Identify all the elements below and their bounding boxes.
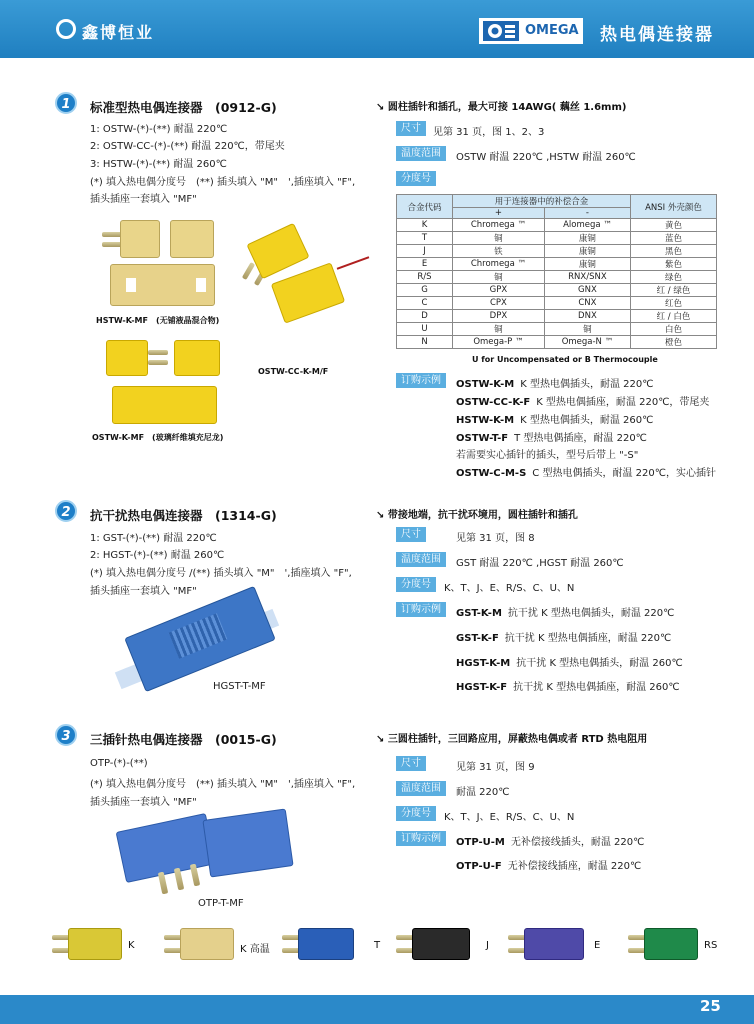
order-note: 若需要实心插针的插头，型号后带上 "-S": [456, 450, 639, 461]
th-alloy: 用于连接器中的补偿合金: [453, 195, 631, 208]
page-title: 热电偶连接器: [600, 25, 714, 45]
s3-line: (*) 填入热电偶分度号 (**) 插头填入 "M" ',插座填入 "F",: [90, 779, 356, 790]
s2-grade-text: K、T、J、E、R/S、C、U、N: [444, 583, 575, 594]
s3-size-text: 见第 31 页，图 9: [456, 762, 535, 773]
s1-line: 2: OSTW-CC-(*)-(**) 耐温 220℃，带尾夹: [90, 141, 285, 152]
page-number: 25: [700, 997, 721, 1015]
s3-right-title: ↘ 三圆柱插针，三回路应用，屏蔽热电偶或者 RTD 热电阻用: [376, 734, 648, 745]
table-cell: 绿色: [631, 271, 717, 284]
s3-line: OTP-(*)-(**): [90, 758, 148, 769]
table-cell: 铜: [544, 323, 630, 336]
table-note: U for Uncompensated or B Thermocouple: [472, 355, 658, 364]
table-cell: 红 / 绿色: [631, 284, 717, 297]
th-plus: +: [453, 208, 545, 219]
table-row: [397, 323, 717, 336]
table-cell: E: [397, 258, 453, 271]
arrow-down-right-icon: ↘: [376, 734, 388, 745]
section-3-number: 3: [55, 724, 77, 746]
s2-right-title: ↘ 带接地端，抗干扰环境用，圆柱插针和插孔: [376, 510, 578, 521]
company-logo-icon: [56, 19, 76, 39]
table-cell: 铜: [453, 232, 545, 245]
caption-hgst: HGST-T-MF: [213, 681, 266, 692]
s2-line: 2: HGST-(*)-(**) 耐温 260℃: [90, 550, 225, 561]
s1-line: (*) 填入热电偶分度号 (**) 插头填入 "M" ',插座填入 "F",: [90, 177, 356, 188]
s1-grade-tag: 分度号: [396, 171, 436, 186]
table-cell: GPX: [453, 284, 545, 297]
s3-grade-text: K、T、J、E、R/S、C、U、N: [444, 812, 575, 823]
s2-grade-tag: 分度号: [396, 577, 436, 592]
plug-label: J: [486, 940, 489, 951]
th-minus: -: [544, 208, 630, 219]
s1-size-text: 见第 31 页，图 1、2、3: [433, 127, 545, 138]
omega-logo: [479, 18, 583, 44]
table-cell: Omega-P ™: [453, 336, 545, 349]
order-item: OSTW-K-M K 型热电偶插头，耐温 220℃: [456, 379, 654, 390]
table-row: [397, 310, 717, 323]
section-1-number: 1: [55, 92, 77, 114]
arrow-down-right-icon: ↘: [376, 510, 388, 521]
s1-line: 3: HSTW-(*)-(**) 耐温 260℃: [90, 159, 227, 170]
table-cell: 白色: [631, 323, 717, 336]
table-row: [397, 271, 717, 284]
table-cell: K: [397, 219, 453, 232]
table-row: [397, 232, 717, 245]
plug-label: E: [594, 940, 601, 951]
table-cell: 红 / 白色: [631, 310, 717, 323]
s3-temp-text: 耐温 220℃: [456, 787, 510, 798]
order-item: OSTW-T-F T 型热电偶插座，耐温 220℃: [456, 433, 647, 444]
table-cell: N: [397, 336, 453, 349]
alloy-table: [396, 194, 717, 349]
plug-label: K: [128, 940, 135, 951]
order-item: OTP-U-F 无补偿接线插座，耐温 220℃: [456, 861, 642, 872]
s2-line: 插头插座一套填入 "MF": [90, 586, 197, 597]
arrow-down-right-icon: ↘: [376, 102, 388, 113]
table-cell: CNX: [544, 297, 630, 310]
s3-order-tag: 订购示例: [396, 831, 446, 846]
table-cell: 铁: [453, 245, 545, 258]
table-cell: T: [397, 232, 453, 245]
table-cell: 康铜: [544, 245, 630, 258]
s1-size-tag: 尺寸: [396, 121, 426, 136]
table-cell: 康铜: [544, 232, 630, 245]
table-cell: 红色: [631, 297, 717, 310]
s1-line: 插头插座一套填入 "MF": [90, 194, 197, 205]
order-item: OTP-U-M 无补偿接线插头，耐温 220℃: [456, 837, 645, 848]
table-cell: 紫色: [631, 258, 717, 271]
table-cell: 蓝色: [631, 232, 717, 245]
table-cell: 铜: [453, 271, 545, 284]
s2-temp-tag: 温度范围: [396, 552, 446, 567]
s3-grade-tag: 分度号: [396, 806, 436, 821]
table-cell: 黄色: [631, 219, 717, 232]
table-cell: GNX: [544, 284, 630, 297]
s2-size-text: 见第 31 页，图 8: [456, 533, 535, 544]
table-cell: Alomega ™: [544, 219, 630, 232]
table-row: [397, 297, 717, 310]
company-name: 鑫博恒业: [82, 23, 155, 42]
omega-brand: OMEGA: [525, 23, 579, 38]
s3-size-tag: 尺寸: [396, 756, 426, 771]
s1-temp-tag: 温度范围: [396, 146, 446, 161]
plug-label: T: [374, 940, 381, 951]
order-item: HGST-K-F 抗干扰 K 型热电偶插座，耐温 260℃: [456, 682, 680, 693]
table-row: [397, 245, 717, 258]
table-cell: R/S: [397, 271, 453, 284]
order-item: GST-K-M 抗干扰 K 型热电偶插头，耐温 220℃: [456, 608, 675, 619]
s1-order-tag: 订购示例: [396, 373, 446, 388]
s2-temp-text: GST 耐温 220℃ ,HGST 耐温 260℃: [456, 558, 624, 569]
caption-ostw-cc: OSTW-CC-K-M/F: [258, 367, 329, 376]
table-cell: G: [397, 284, 453, 297]
th-code: 合金代码: [397, 195, 453, 219]
caption-otp: OTP-T-MF: [198, 898, 244, 909]
s2-size-tag: 尺寸: [396, 527, 426, 542]
s1-line: 1: OSTW-(*)-(**) 耐温 220℃: [90, 124, 228, 135]
table-row: [397, 258, 717, 271]
s2-order-tag: 订购示例: [396, 602, 446, 617]
table-cell: Chromega ™: [453, 258, 545, 271]
section-1-title: 标准型热电偶连接器 (0912-G): [90, 100, 277, 115]
omega-logo-icon: [479, 18, 523, 44]
caption-hstw: HSTW-K-MF (无铺液晶混合物): [96, 316, 220, 325]
table-cell: 铜: [453, 323, 545, 336]
table-cell: RNX/SNX: [544, 271, 630, 284]
table-cell: DPX: [453, 310, 545, 323]
order-item: HSTW-K-M K 型热电偶插头，耐温 260℃: [456, 415, 654, 426]
order-item: GST-K-F 抗干扰 K 型热电偶插座，耐温 220℃: [456, 633, 672, 644]
s3-temp-tag: 温度范围: [396, 781, 446, 796]
table-cell: C: [397, 297, 453, 310]
table-cell: DNX: [544, 310, 630, 323]
s2-line: (*) 填入热电偶分度号 /(**) 插头填入 "M" ',插座填入 "F",: [90, 568, 352, 579]
footer-bar: [0, 995, 754, 1024]
table-cell: J: [397, 245, 453, 258]
table-cell: Chromega ™: [453, 219, 545, 232]
table-cell: 黑色: [631, 245, 717, 258]
plug-label: RS: [704, 940, 718, 951]
section-3-title: 三插针热电偶连接器 (0015-G): [90, 732, 277, 747]
table-cell: U: [397, 323, 453, 336]
table-row: [397, 284, 717, 297]
s1-right-title: ↘ 圆柱插针和插孔，最大可接 14AWG( 藕丝 1.6mm): [376, 102, 627, 113]
section-2-title: 抗干扰热电偶连接器 (1314-G): [90, 508, 277, 523]
table-row: [397, 336, 717, 349]
table-cell: D: [397, 310, 453, 323]
table-cell: CPX: [453, 297, 545, 310]
s3-line: 插头插座一套填入 "MF": [90, 797, 197, 808]
s1-temp-text: OSTW 耐温 220℃ ,HSTW 耐温 260℃: [456, 152, 636, 163]
table-cell: 橙色: [631, 336, 717, 349]
order-item: HGST-K-M 抗干扰 K 型热电偶插头，耐温 260℃: [456, 658, 683, 669]
table-cell: 康铜: [544, 258, 630, 271]
order-item: OSTW-C-M-S C 型热电偶插头，耐温 220℃，实心插针: [456, 468, 716, 479]
s2-line: 1: GST-(*)-(**) 耐温 220℃: [90, 533, 217, 544]
caption-ostw: OSTW-K-MF (玻璃纤维填充尼龙): [92, 433, 224, 442]
plug-label: K 高温: [240, 944, 270, 955]
th-color: ANSI 外壳颜色: [631, 195, 717, 219]
section-2-number: 2: [55, 500, 77, 522]
table-cell: Omega-N ™: [544, 336, 630, 349]
table-row: [397, 219, 717, 232]
order-item: OSTW-CC-K-F K 型热电偶插座，耐温 220℃，带尾夹: [456, 397, 710, 408]
